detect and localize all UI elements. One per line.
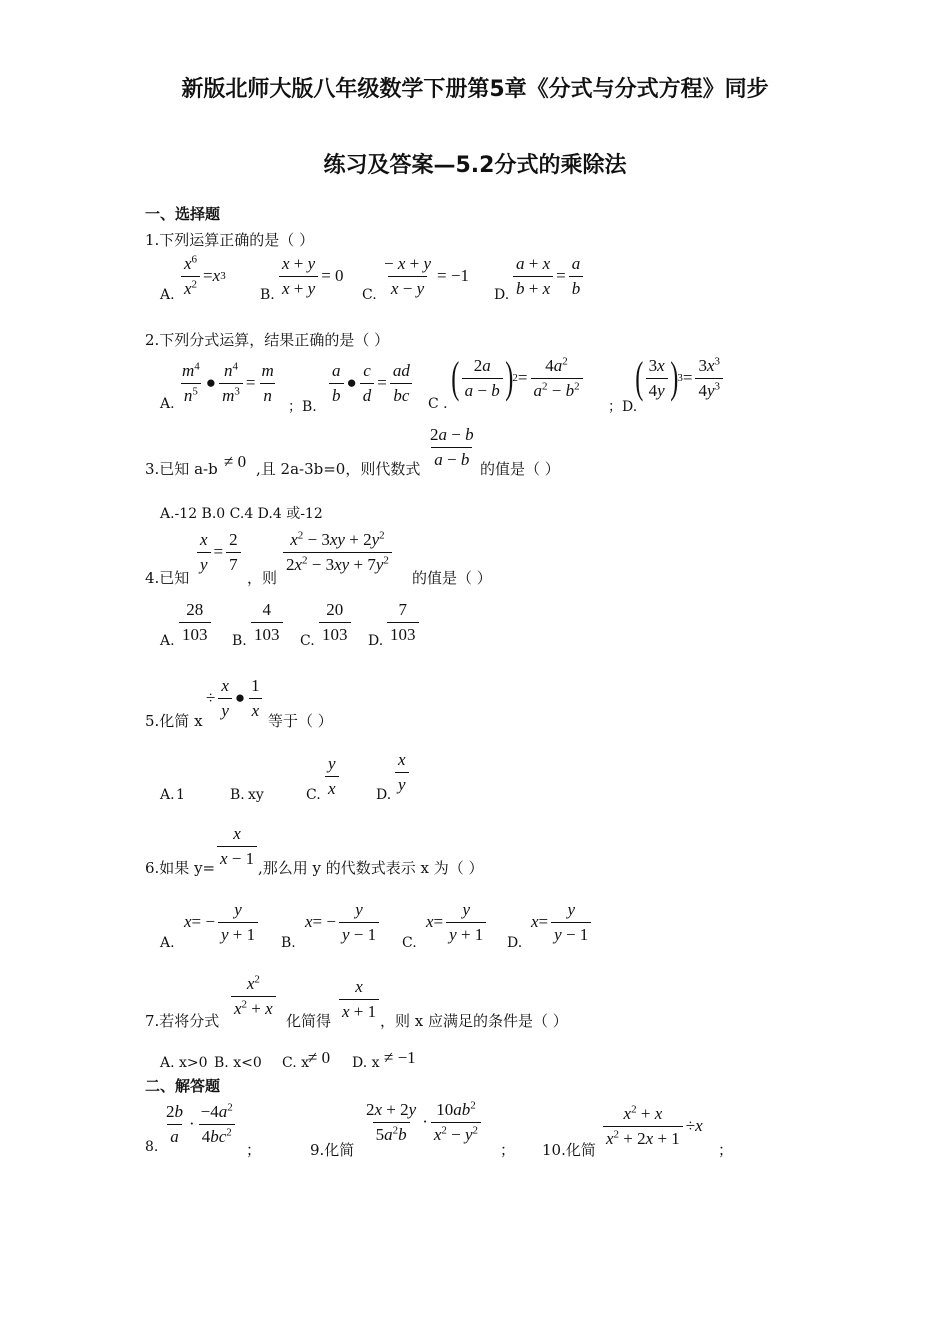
question-1-text: 1.下列运算正确的是（ ） xyxy=(145,231,315,249)
q4-label-b: B. xyxy=(232,633,247,649)
q8-expression: $\frac{2b}{a}$ · $\frac{-4a^2}{4bc^2}$ xyxy=(166,1101,233,1146)
q2-label-a: A. xyxy=(160,396,175,412)
q5-option-c: $\frac{y}{x}$ xyxy=(322,754,342,798)
q5-option-d: $\frac{x}{y}$ xyxy=(392,750,412,794)
q7-option-b: B. x<0 xyxy=(214,1055,262,1071)
question-7-text-a: 7.若将分式 xyxy=(145,1012,220,1030)
q3-expression: $\frac{2a - b}{a - b}$ xyxy=(430,425,474,469)
q4-expression: $\frac{x^2 - 3xy + 2y^2}{2x^2 - 3xy + 7y^2}$ xyxy=(280,530,395,574)
q4-option-c: $\frac{20}{103}$ xyxy=(316,600,354,644)
q1-label-a: A. xyxy=(160,287,175,303)
q2-label-c: C . xyxy=(428,396,448,412)
q5-option-a: 1 xyxy=(176,787,185,803)
q10-label: 10.化简 xyxy=(542,1141,596,1159)
q7-original-fraction: $\frac{x^2}{x^2 + x}$ xyxy=(228,974,279,1018)
q10-semicolon: ； xyxy=(718,1141,734,1159)
q5-expression: ÷ $\frac{x}{y}$ ● $\frac{1}{x}$ xyxy=(206,676,266,720)
question-4-text-c: 的值是（ ） xyxy=(412,569,492,587)
q1-option-d-formula: $\frac{a + x}{b + x}$ = $\frac{a}{b}$ xyxy=(510,254,586,298)
q6-option-c: x = $\frac{y}{y + 1}$ xyxy=(426,900,489,944)
q1-option-c-formula: $\frac{- x + y}{x - y}$ = −1 xyxy=(384,254,469,298)
q2-option-b-formula: $\frac{a}{b}$ ● $\frac{c}{d}$ = $\frac{ad}{bc}$ xyxy=(326,361,416,405)
q3-options: A.-12 B.0 C.4 D.4 或-12 xyxy=(160,506,323,522)
question-3-text-a: 3.已知 a-b xyxy=(145,460,218,478)
question-4-text-a: 4.已知 xyxy=(145,569,190,587)
q6-option-a: x = − $\frac{y}{y + 1}$ xyxy=(184,900,261,944)
q4-label-d: D. xyxy=(368,633,384,649)
question-2-text: 2.下列分式运算，结果正确的是（ ） xyxy=(145,331,390,349)
question-3-text-b: ,且 2a-3b=0，则代数式 xyxy=(256,460,421,478)
question-7-text-b: 化简得 xyxy=(286,1012,332,1030)
q6-option-d: x = $\frac{y}{y - 1}$ xyxy=(531,900,594,944)
q4-option-d: $\frac{7}{103}$ xyxy=(384,600,422,644)
q7-option-d: D. x xyxy=(352,1055,380,1071)
q6-label-b: B. xyxy=(281,935,296,951)
q7-option-d-condition: ≠ −1 xyxy=(384,1048,416,1067)
q4-option-b: $\frac{4}{103}$ xyxy=(248,600,286,644)
q7-option-a: A. x>0 xyxy=(160,1055,208,1071)
q6-option-b: x = − $\frac{y}{y - 1}$ xyxy=(305,900,382,944)
page-title-line-2: 练习及答案—5.2分式的乘除法 xyxy=(323,153,627,178)
q6-label-d: D. xyxy=(507,935,523,951)
q8-label: 8. xyxy=(145,1139,159,1155)
question-6-text-a: 6.如果 y= xyxy=(145,859,216,877)
q5-label-a: A. xyxy=(160,787,175,803)
q1-label-c: C. xyxy=(362,287,377,303)
question-4-text-b: ，则 xyxy=(247,569,278,587)
q2-label-b: ；B. xyxy=(288,399,317,415)
q6-label-a: A. xyxy=(160,935,175,951)
q5-label-d: D. xyxy=(376,787,392,803)
q1-label-b: B. xyxy=(260,287,275,303)
question-5-text-a: 5.化简 x xyxy=(145,712,203,730)
q9-semicolon: ； xyxy=(500,1141,516,1159)
q5-label-c: C. xyxy=(306,787,321,803)
q7-simplified-fraction: $\frac{x}{x + 1}$ xyxy=(336,977,382,1021)
section-heading-answer: 二、解答题 xyxy=(145,1077,221,1095)
q5-label-b: B. xyxy=(230,787,245,803)
page-title-line-1: 新版北师大版八年级数学下册第5章《分式与分式方程》同步 xyxy=(181,77,769,102)
q1-option-c-result: = −1 xyxy=(437,266,469,286)
section-heading-choice: 一、选择题 xyxy=(145,205,221,223)
question-6-text-b: ,那么用 y 的代数式表示 x 为（ ） xyxy=(258,859,484,877)
q1-label-d: D. xyxy=(494,287,510,303)
q5-option-b: xy xyxy=(248,787,264,803)
q2-option-a-formula: $\frac{m^4}{n^5}$ ● $\frac{n^4}{m^3}$ = $\frac{m}{n}$ xyxy=(182,360,274,405)
q4-label-a: A. xyxy=(160,633,175,649)
q3-neq-zero: ≠ 0 xyxy=(224,452,247,471)
q9-expression: $\frac{2x + 2y}{5a^2b}$ · $\frac{10ab^2}{x^2 - y^2}$ xyxy=(360,1100,484,1144)
q2-option-d-formula: ( $\frac{3x}{4y}$ ) 3 = $\frac{3x^3}{4y^3}$ xyxy=(636,356,726,400)
q6-label-c: C. xyxy=(402,935,417,951)
q2-label-d: ；D. xyxy=(608,399,638,415)
q7-option-c: C. x xyxy=(282,1055,310,1071)
q4-label-c: C. xyxy=(300,633,315,649)
q9-label: 9.化简 xyxy=(310,1141,355,1159)
q8-semicolon: ； xyxy=(246,1141,262,1159)
question-7-text-c: ，则 x 应满足的条件是（ ） xyxy=(380,1012,568,1030)
q1-option-b-result: = 0 xyxy=(321,266,344,286)
q1-option-b-formula: $\frac{x + y}{x + y}$ = 0 xyxy=(276,254,344,298)
q4-option-a: $\frac{28}{103}$ xyxy=(176,600,214,644)
q2-option-c-formula: ( $\frac{2a}{a - b}$ ) 2 = $\frac{4a^2}{a^2 - b^2}$ xyxy=(452,356,586,400)
q7-option-c-condition: ≠ 0 xyxy=(308,1048,331,1067)
q6-given-expression: $\frac{x}{x - 1}$ xyxy=(214,824,260,868)
q10-expression: $\frac{x^2 + x}{x^2 + 2x + 1}$ ÷ x xyxy=(600,1104,703,1148)
question-5-text-b: 等于（ ） xyxy=(268,712,333,730)
q4-given-ratio: $\frac{x}{y}$ = $\frac{2}{7}$ xyxy=(194,530,244,574)
q1-option-a-formula: $\frac{x^6}{x^2}$ = x 3 xyxy=(178,254,226,298)
question-3-text-c: 的值是（ ） xyxy=(480,460,560,478)
